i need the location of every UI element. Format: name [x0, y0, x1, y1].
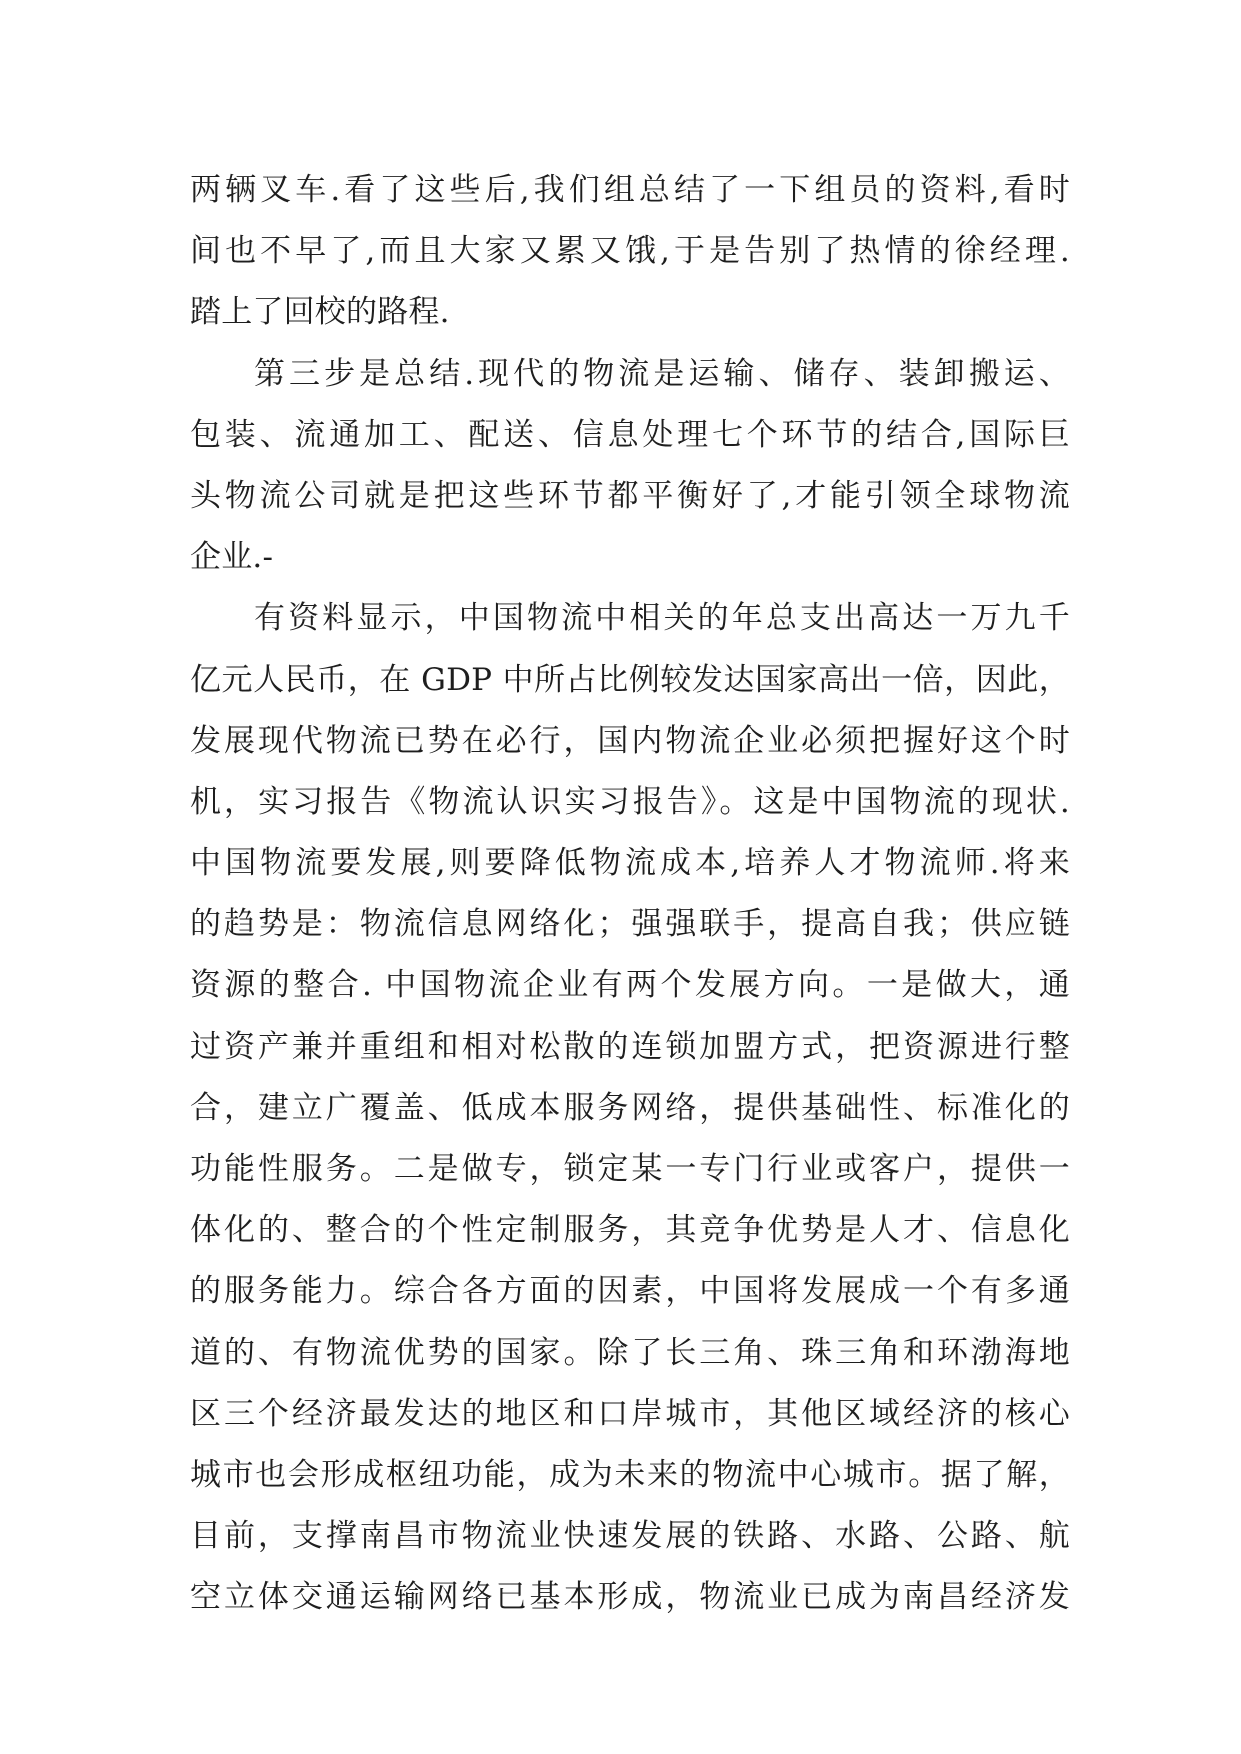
text-line: 的服务能力。综合各方面的因素，中国将发展成一个有多通: [190, 1273, 1070, 1310]
text-line: 头物流公司就是把这些环节都平衡好了,才能引领全球物流: [190, 477, 1070, 514]
text-line: 资源的整合. 中国物流企业有两个发展方向。一是做大，通: [190, 967, 1070, 1004]
text-line: 过资产兼并重组和相对松散的连锁加盟方式，把资源进行整: [190, 1028, 1070, 1065]
text-line: 合，建立广覆盖、低成本服务网络，提供基础性、标准化的: [190, 1089, 1070, 1126]
text-line: 发展现代物流已势在必行，国内物流企业必须把握好这个时: [190, 722, 1070, 759]
text-line: 中国物流要发展,则要降低物流成本,培养人才物流师.将来: [190, 845, 1070, 882]
text-line: 企业.-: [190, 539, 274, 576]
text-line: 功能性服务。二是做专，锁定某一专门行业或客户，提供一: [190, 1151, 1070, 1187]
text-line: 间也不早了,而且大家又累又饿,于是告别了热情的徐经理.: [190, 233, 1070, 270]
text-line: 亿元人民币，在 GDP 中所占比例较发达国家高出一倍，因此，: [190, 661, 1070, 698]
text-line: 区三个经济最发达的地区和口岸城市，其他区域经济的核心: [190, 1395, 1070, 1432]
paragraph-first-line: 第三步是总结.现代的物流是运输、储存、装卸搬运、: [254, 355, 1070, 392]
document-body: [190, 160, 1070, 1629]
text-line: 机，实习报告《物流认识实习报告》。这是中国物流的现状.: [190, 783, 1070, 820]
text-line: 目前，支撑南昌市物流业快速发展的铁路、水路、公路、航: [190, 1518, 1070, 1555]
text-line: 两辆叉车.看了这些后,我们组总结了一下组员的资料,看时: [190, 172, 1070, 208]
text-line: 包装、流通加工、配送、信息处理七个环节的结合,国际巨: [190, 416, 1070, 453]
text-line: 道的、有物流优势的国家。除了长三角、珠三角和环渤海地: [190, 1334, 1070, 1371]
paragraph-first-line: 有资料显示，中国物流中相关的年总支出高达一万九千: [254, 600, 1070, 637]
text-line: 空立体交通运输网络已基本形成，物流业已成为南昌经济发: [190, 1579, 1070, 1616]
text-line: 踏上了回校的路程.: [190, 294, 450, 331]
text-line: 体化的、整合的个性定制服务，其竞争优势是人才、信息化: [190, 1212, 1070, 1249]
text-line: 的趋势是：物流信息网络化；强强联手，提高自我；供应链: [190, 906, 1070, 943]
text-line: 城市也会形成枢纽功能，成为未来的物流中心城市。据了解，: [190, 1456, 1070, 1493]
